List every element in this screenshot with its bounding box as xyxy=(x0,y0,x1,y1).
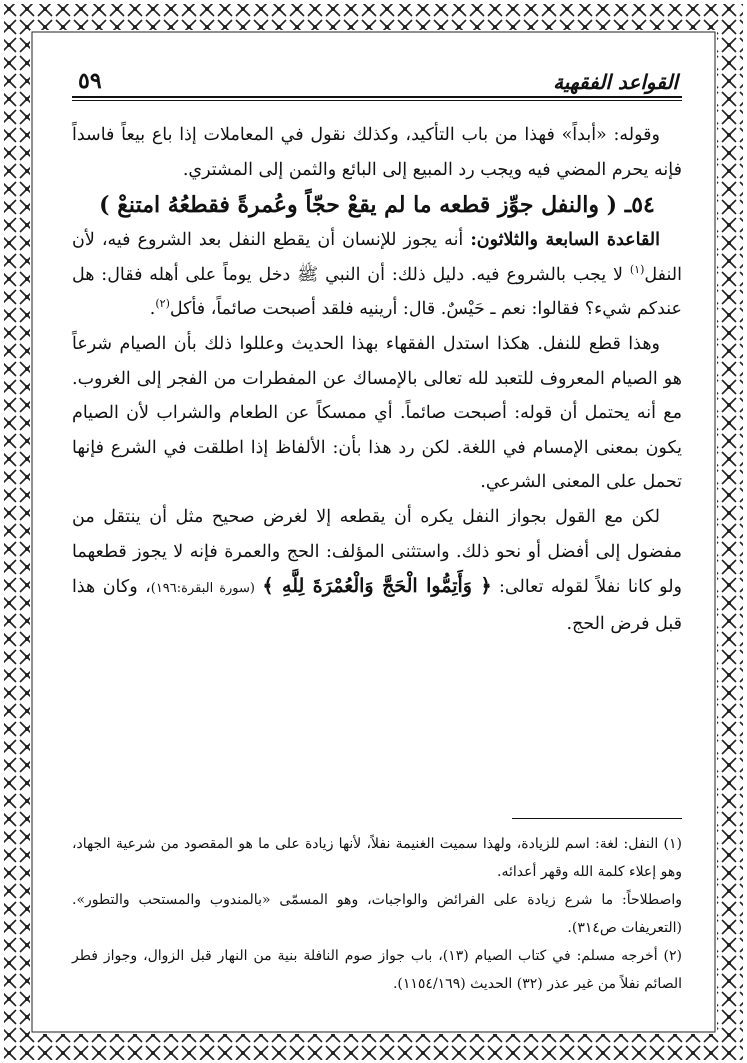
footnote-separator xyxy=(512,818,682,819)
footnote-ref-2[interactable]: (٢) xyxy=(155,297,170,311)
poem-verse: ٥٤ـ ( والنفل جوِّز قطعه ما لم يقعْ حجّاً وعُمرةً فقطعُهُ امتنعْ ) xyxy=(99,192,655,219)
paragraph-2-text-b: لا يجب بالشروع فيه. دليل ذلك: أن النبي ﷺ دخل يوماً على أهله فقال: هل عندكم شيء؟ فقالوا: نعم ـ حَيْسٌ. قال: أرينيه فلقد أصبحت صائماً، فأكل xyxy=(72,264,682,320)
quran-source: (سورة البقرة:١٩٦) xyxy=(150,581,255,597)
footnote-2: (٢) أخرجه مسلم: في كتاب الصيام (١٣)، باب جواز صوم النافلة بنية من النهار قبل الزوال، وجواز فطر الصائم نفلاً من غير عذر (٣٢) الحديث (١١٥٤/١٦٩). xyxy=(72,948,682,992)
paragraph-4-text-a: لكن مع القول بجواز النفل يكره أن يقطعه إلا لغرض صحيح مثل أن ينتقل من مفضول إلى أفضل أو نحو ذلك. واستثنى المؤلف: الحج والعمرة فإنه لا يجوز قطعهما ولو كانا نفلاً لقوله تعالى: xyxy=(72,506,682,598)
main-text xyxy=(72,118,682,641)
paragraph-4 xyxy=(72,500,682,641)
paragraph-4-text-b: ، وكان هذا قبل فرض الحج. xyxy=(72,577,682,634)
footnotes xyxy=(72,830,682,998)
footnote-1a: (١) النفل: لغة: اسم للزيادة، ولهذا سميت الغنيمة نفلاً، لأنها زيادة على ما هو المقصود من شرعية الجهاد، وهو إعلاء كلمة الله وقهر أعدائه. xyxy=(72,836,682,880)
footnote-ref-1[interactable]: (١) xyxy=(629,262,645,276)
header-rule-thin xyxy=(72,100,682,101)
page xyxy=(72,60,682,1010)
paragraph-2-end: . xyxy=(149,299,156,320)
running-header xyxy=(72,60,682,94)
rule-heading: القاعدة السابعة والثلاثون: xyxy=(470,230,660,251)
running-title: القواعد الفقهية xyxy=(553,70,678,94)
page-number: ٥٩ xyxy=(78,68,102,94)
paragraph-1: وقوله: «أبداً» فهذا من باب التأكيد، وكذلك نقول في المعاملات إذا باع بيعاً فاسداً فإنه يحرم المضي فيه ويجب رد المبيع إلى البائع والثمن إلى المشتري. xyxy=(72,125,682,180)
paragraph-3: وهذا قطع للنفل. هكذا استدل الفقهاء بهذا الحديث وعللوا ذلك بأن الصيام شرعاً هو الصيام المعروف للتعبد لله تعالى بالإمساك عن المفطرات من الفجر إلى الغروب. مع أنه يحتمل أن قوله: أصبحت صائماً. أي ممسكاً عن الطعام والشراب لأن الصيام يكون بمعنى الإمسام في اللغة. لكن رد هذا بأن: الألفاظ إذا اطلقت في الشرع فإنها تحمل على المعنى الشرعي. xyxy=(72,333,682,493)
header-rule xyxy=(72,96,682,98)
paragraph-2 xyxy=(72,223,682,327)
footnote-1b: واصطلاحاً: ما شرع زيادة على الفرائض والواجبات، وهو المسمّى «بالمندوب والمستحب والتطور». (التعريفات ص٣١٤). xyxy=(72,892,682,936)
paragraph-2-text-a: أنه يجوز للإنسان أن يقطع النفل بعد الشروع فيه، لأن النفل xyxy=(72,230,682,285)
quran-verse: ﴿ وَأَتِمُّوا الْحَجَّ وَالْعُمْرَةَ لِلَّهِ ﴾ xyxy=(262,575,492,598)
